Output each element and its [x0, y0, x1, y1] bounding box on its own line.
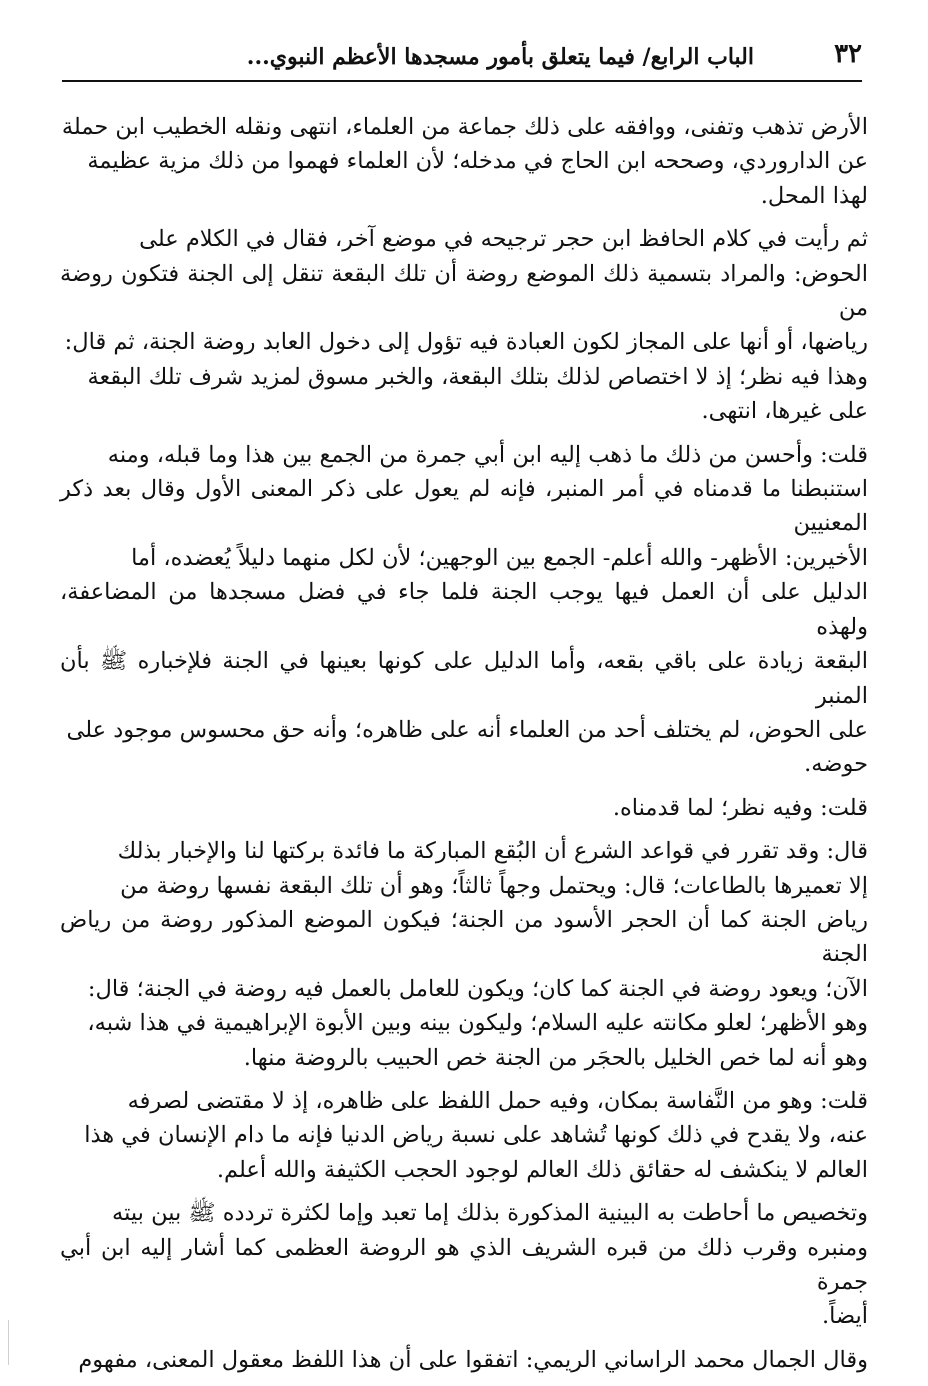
paragraph-7: وتخصيص ما أحاطت به البينية المذكورة بذلك إما تعبد وإما لكثرة تردده ﷺ بين بيته ومنبره وقرب ذلك من قبره الشريف الذي هو الروضة العظمى كما أشار إليه ابن أبي جمرة أيضاً. — [60, 1200, 868, 1330]
paragraph-3: قلت: وأحسن من ذلك ما ذهب إليه ابن أبي جمرة من الجمع بين هذا وما قبله، ومنه استنبطنا ما قدمناه في أمر المنبر، فإنه لم يعول على ذكر المعنى الأول وقال بعد ذكر المعنيين الأخيرين: الأظهر- والله أعلم- الجمع بين الوجهين؛ لأن لكل منهما دليلاً يُعضده، أما الدليل على أن العمل فيها يوجب الجنة فلما جاء في فضل مسجدها من المضاعفة، ولهذه البقعة زيادة على باقي بقعه، وأما الدليل على كونها بعينها في الجنة فلإخباره ﷺ بأن المنبر على الحوض، لم يختلف أحد من العلماء أنه على ظاهره؛ وأنه حق محسوس موجود على حوضه. — [60, 441, 868, 778]
header-rule — [62, 80, 862, 82]
paragraph-2: ثم رأيت في كلام الحافظ ابن حجر ترجيحه في موضع آخر، فقال في الكلام على الحوض: والمراد بتسمية ذلك الموضع روضة أن تلك البقعة تنقل إلى الجنة فتكون روضة من رياضها، أو أنها على المجاز لكون العبادة فيه تؤول إلى دخول العابد روضة الجنة، ثم قال: وهذا فيه نظر؛ إذ لا اختصاص لذلك بتلك البقعة، والخبر مسوق لمزيد شرف تلك البقعة على غيرها، انتهى. — [60, 226, 868, 425]
running-title: الباب الرابع/ فيما يتعلق بأمور مسجدها الأعظم النبوي... — [246, 44, 754, 70]
paragraph-5: قال: وقد تقرر في قواعد الشرع أن البُقع المباركة ما فائدة بركتها لنا والإخبار بذلك إلا تعميرها بالطاعات؛ قال: ويحتمل وجهاً ثالثاً؛ وهو أن تلك البقعة نفسها روضة من رياض الجنة كما أن الحجر الأسود من الجنة؛ فيكون الموضع المذكور روضة من رياض الجنة الآن؛ ويعود روضة في الجنة كما كان؛ ويكون للعامل بالعمل فيه روضة في الجنة؛ قال: وهو الأظهر؛ لعلو مكانته عليه السلام؛ وليكون بينه وبين الأبوة الإبراهيمية في هذا شبه، وهو أنه لما خص الخليل بالحجَر من الجنة خص الحبيب بالروضة منها. — [60, 838, 868, 1071]
scan-edge-mark — [8, 1320, 9, 1365]
paragraph-8: وقال الجمال محمد الراساني الريمي: اتفقوا على أن هذا اللفظ معقول المعنى، مفهوم — [78, 1346, 868, 1373]
paragraph-4: قلت: وفيه نظر؛ لما قدمناه. — [612, 794, 868, 821]
body-text — [60, 110, 868, 1386]
page-header — [62, 32, 862, 82]
page-number: ٣٢ — [834, 39, 862, 69]
paragraph-6: قلت: وهو من النَّفاسة بمكان، وفيه حمل اللفظ على ظاهره، إذ لا مقتضى لصرفه عنه، ولا يقدح في ذلك كونها تُشاهد على نسبة رياض الدنيا فإنه ما دام الإنسان في هذا العالم لا ينكشف له حقائق ذلك العالم لوجود الحجب الكثيفة والله أعلم. — [84, 1087, 868, 1183]
paragraph-1: الأرض تذهب وتفنى، ووافقه على ذلك جماعة من العلماء، انتهى ونقله الخطيب ابن حملة عن الداروردي، وصححه ابن الحاج في مدخله؛ لأن العلماء فهموا من ذلك مزية عظيمة لهذا المحل. — [61, 114, 868, 209]
